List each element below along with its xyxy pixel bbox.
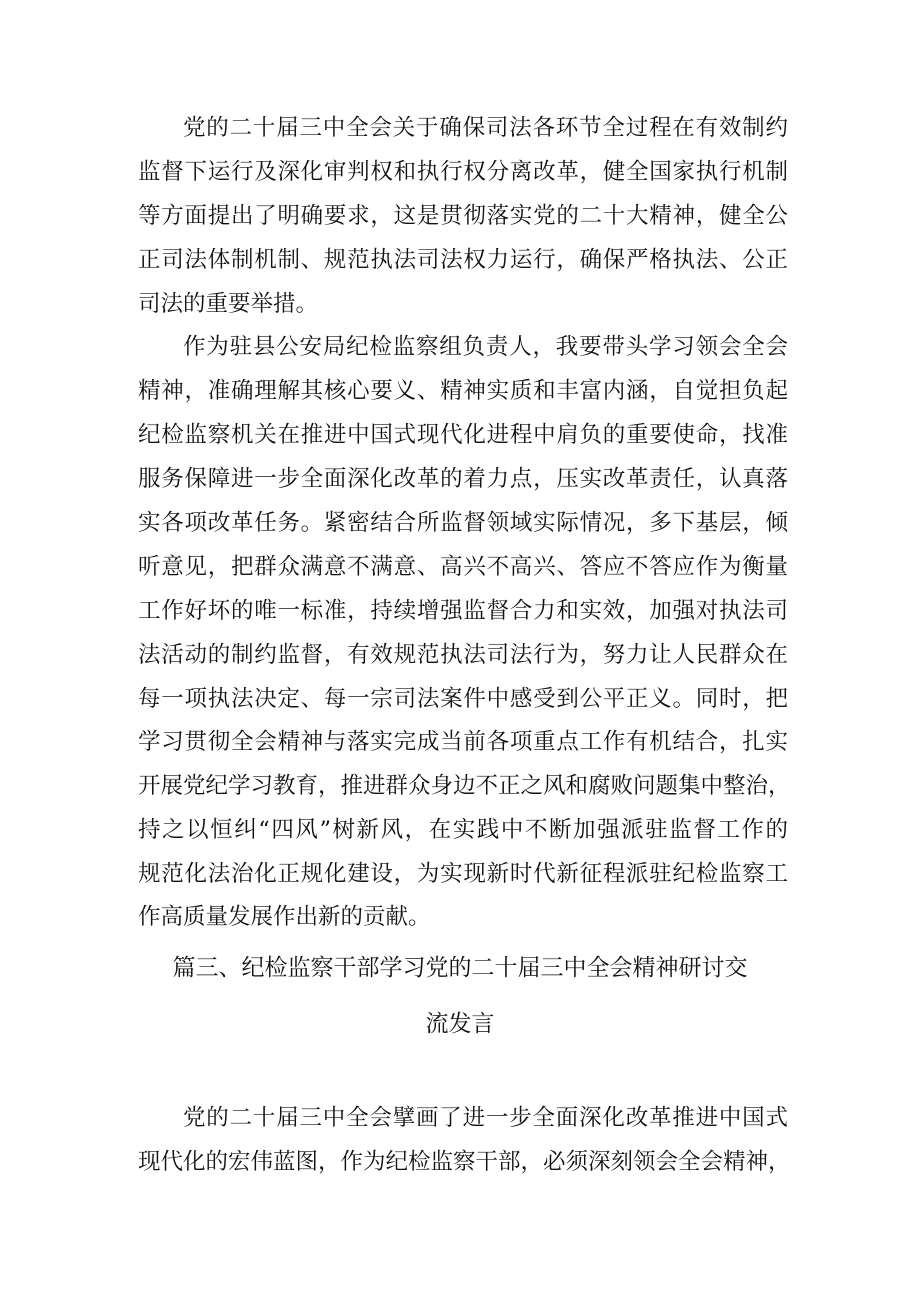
paragraph-line: 司法的重要举措。 (138, 291, 319, 317)
paragraph-line: 服务保障进一步全面深化改革的着力点，压实改革责任，认真落 (138, 466, 788, 492)
paragraph-line: 听意见，把群众满意不满意、高兴不高兴、答应不答应作为衡量 (138, 554, 788, 580)
paragraph-line: 开展党纪学习教育，推进群众身边不正之风和腐败问题集中整治， (138, 773, 791, 799)
paragraph-line: 作为驻县公安局纪检监察组负责人，我要带头学习领会全会 (183, 334, 788, 360)
paragraph-line: 纪检监察机关在推进中国式现代化进程中肩负的重要使命，找准 (138, 422, 788, 448)
paragraph-line: 精神，准确理解其核心要义、精神实质和丰富内涵，自觉担负起 (138, 378, 788, 404)
paragraph-line: 持之以恒纠“四风”树新风，在实践中不断加强派驻监督工作的 (138, 817, 788, 843)
section-heading-line-1: 篇三、纪检监察干部学习党的二十届三中全会精神研讨交 (172, 955, 748, 981)
paragraph-line: 现代化的宏伟蓝图，作为纪检监察干部，必须深刻领会全会精神， (138, 1149, 791, 1175)
paragraph-line: 正司法体制机制、规范执法司法权力运行，确保严格执法、公正 (138, 247, 788, 273)
paragraph-line: 党的二十届三中全会擘画了进一步全面深化改革推进中国式 (183, 1105, 788, 1131)
paragraph-line: 法活动的制约监督，有效规范执法司法行为，努力让人民群众在 (138, 642, 788, 668)
paragraph-line: 等方面提出了明确要求，这是贯彻落实党的二十大精神，健全公 (138, 203, 788, 229)
paragraph-line: 作高质量发展作出新的贡献。 (138, 904, 431, 930)
section-heading-line-2: 流发言 (425, 1011, 495, 1037)
paragraph-line: 规范化法治化正规化建设，为实现新时代新征程派驻纪检监察工 (138, 861, 788, 887)
paragraph-line: 实各项改革任务。紧密结合所监督领域实际情况，多下基层，倾 (138, 510, 788, 536)
paragraph-line: 党的二十届三中全会关于确保司法各环节全过程在有效制约 (183, 115, 788, 141)
paragraph-line: 学习贯彻全会精神与落实完成当前各项重点工作有机结合，扎实 (138, 729, 788, 755)
paragraph-line: 监督下运行及深化审判权和执行权分离改革，健全国家执行机制 (138, 159, 788, 185)
paragraph-line: 工作好坏的唯一标准，持续增强监督合力和实效，加强对执法司 (138, 598, 788, 624)
paragraph-line: 每一项执法决定、每一宗司法案件中感受到公平正义。同时，把 (138, 686, 788, 712)
